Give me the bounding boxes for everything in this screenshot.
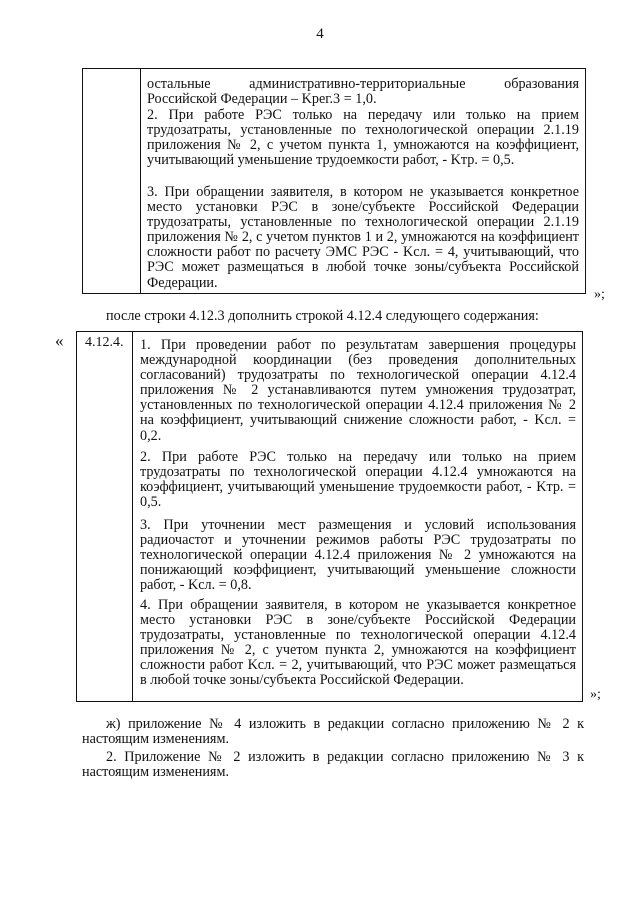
amendment-2: 2. Приложение № 2 изложить в редакции согласно приложению № 3 к настоящим изменениям. — [82, 749, 584, 781]
table1-paragraph-2: 2. При работе РЭС только на передачу или только на прием трудозатраты, установленные по технологической операции 2.1.19 приложения № 2, с учетом пункта 1, умножаются на коэффициент, учитывающий уменьшение трудоемкости работ, - Kтр. = 0,5. — [147, 107, 579, 169]
amendment-zh: ж) приложение № 4 изложить в редакции согласно приложению № 2 к настоящим изменениям. — [82, 716, 584, 748]
opening-quote-mark: « — [55, 331, 64, 350]
closing-quote-mark: »; — [594, 287, 605, 302]
table2-paragraph-3: 3. При уточнении мест размещения и условий использования радиочастот и уточнении режимов работы РЭС трудозатраты по технологической операции 4.12.4 приложения № 2 умножаются на понижающий коэффициент, учитывающий уменьшение сложности работ, - Kсл. = 0,8. — [140, 517, 576, 594]
table2-paragraph-1: 1. При проведении работ по результатам завершения процедуры международной координации (без проведения дополнительных согласований) трудозатраты по технологической операции 4.12.4 приложения № 2 устанавливаются путем умножения трудозатрат, установленных по технологической операции 4.12.4 приложения № 2 на коэффициент, учитывающий снижение сложности работ, - Kсл. = 0,2. — [140, 337, 576, 444]
table1-paragraph-1: остальные административно-территориальные образования Российской Федерации – Kрег.3 = 1,0. — [147, 76, 579, 108]
table2-paragraph-2: 2. При работе РЭС только на передачу или только на прием трудозатраты по технологической операции 4.12.4 умножаются на коэффициент, учитывающий уменьшение трудоемкости работ, - Kтр. = 0,5. — [140, 449, 576, 511]
table2-paragraph-4: 4. При обращении заявителя, в котором не указывается конкретное место установки РЭС в зоне/субъекте Российской Федерации трудозатраты, установленные по технологической операции 4.12.4 приложения № 2, с учетом пункта 2, умножаются на коэффициент сложности работ Kсл. = 2, учитывающий, что РЭС может размещаться в любой точке зоны/субъекта Российской Федерации. — [140, 597, 576, 689]
instruction-line: после строки 4.12.3 дополнить строкой 4.12.4 следующего содержания: — [106, 308, 539, 324]
closing-quote-mark: »; — [590, 687, 601, 702]
table1-paragraph-3: 3. При обращении заявителя, в котором не указывается конкретное место установки РЭС в зоне/субъекте Российской Федерации трудозатраты, установленные по технологической операции 2.1.19 приложения № 2, с учетом пунктов 1 и 2, умножаются на коэффициент сложности работ по расчету ЭМС РЭС - Kсл. = 4, учитывающий, что РЭС может размещаться в любой точке зоны/субъекта Российской Федерации. — [147, 184, 579, 291]
row-number: 4.12.4. — [85, 335, 124, 350]
table-number-column — [77, 332, 133, 701]
table-number-column — [83, 69, 141, 293]
page-number: 4 — [316, 26, 324, 42]
